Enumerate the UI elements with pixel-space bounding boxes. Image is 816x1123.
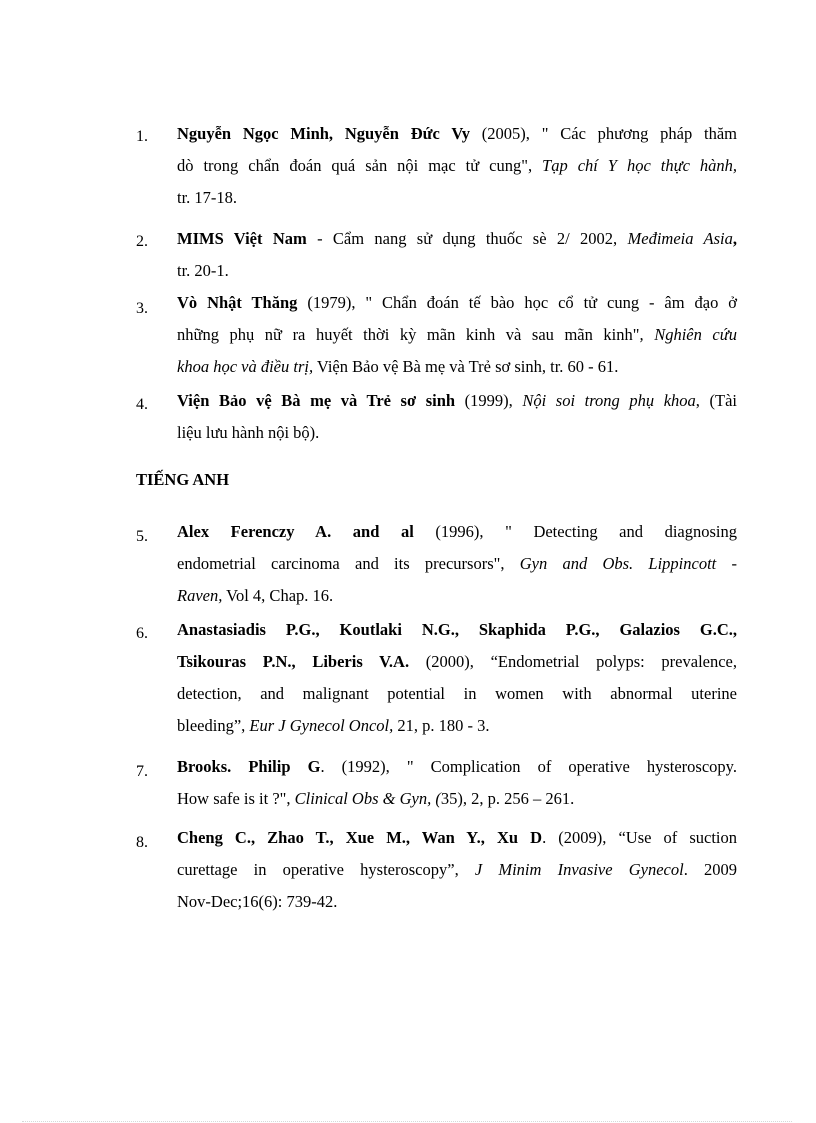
source-title-text: khoa học và điều trị, bbox=[177, 357, 314, 376]
reference-line bbox=[177, 417, 737, 449]
citation-text: (1999), bbox=[455, 391, 523, 410]
citation-text: Vol 4, Chap. 16. bbox=[222, 586, 334, 605]
citation-text: Viện Bảo vệ Bà mẹ và Trẻ sơ sinh, tr. 60 - 61. bbox=[313, 357, 619, 376]
reference-line bbox=[177, 223, 737, 255]
reference-line bbox=[177, 255, 737, 287]
citation-text: 35), 2, p. 256 – 261. bbox=[440, 789, 575, 808]
citation-text: những phụ nữ ra huyết thời kỳ mãn kinh và sau mãn kinh" bbox=[177, 325, 640, 344]
citation-text: (2000), “Endometrial polyps: prevalence, bbox=[409, 652, 737, 671]
reference-line bbox=[177, 182, 737, 214]
reference-text bbox=[177, 385, 737, 449]
reference-text bbox=[177, 223, 737, 287]
reference-line bbox=[177, 580, 737, 612]
reference-line bbox=[177, 678, 737, 710]
source-title-text: Međimeia Asia bbox=[627, 229, 733, 248]
author-text: MIMS Việt Nam bbox=[177, 229, 307, 248]
section-heading-english: TIẾNG ANH bbox=[136, 470, 230, 489]
citation-text: - Cẩm nang sử dụng thuốc sè 2/ 2002, bbox=[306, 229, 628, 248]
source-title-text: Raven, bbox=[177, 586, 223, 605]
reference-line bbox=[177, 751, 737, 783]
author-text: Nguyễn Ngọc Minh, Nguyễn Đức Vy bbox=[177, 124, 471, 143]
citation-text: endometrial carcinoma and its precursors", bbox=[177, 554, 520, 573]
citation-text: curettage in operative hysteroscopy”, bbox=[177, 860, 475, 879]
reference-line bbox=[177, 854, 737, 886]
author-text: Vò Nhật Thăng bbox=[177, 293, 298, 312]
citation-text: dò trong chẩn đoán quá sản nội mạc tử cung", bbox=[177, 156, 543, 175]
reference-line bbox=[177, 710, 737, 742]
reference-line bbox=[177, 385, 737, 417]
citation-text: liệu lưu hành nội bộ). bbox=[177, 423, 320, 442]
reference-line bbox=[177, 150, 737, 182]
citation-text: (1979), " Chẩn đoán tế bào học cổ tử cung - âm đạo ở bbox=[297, 293, 737, 312]
source-title-text: J Minim Invasive Gynecol bbox=[474, 860, 684, 879]
reference-number: 4. bbox=[136, 396, 148, 413]
citation-text: detection, and malignant potential in women with abnormal uterine bbox=[177, 684, 737, 703]
reference-number: 8. bbox=[136, 834, 148, 851]
source-title-text: Nội soi trong phụ khoa bbox=[522, 391, 696, 410]
author-text: Viện Bảo vệ Bà mẹ và Trẻ sơ sinh bbox=[177, 391, 456, 410]
source-title-text: Eur J Gynecol Oncol, bbox=[249, 716, 394, 735]
source-title-text: Clinical Obs & Gyn, ( bbox=[294, 789, 441, 808]
reference-line bbox=[177, 822, 737, 854]
reference-line bbox=[177, 646, 737, 678]
reference-number: 2. bbox=[136, 233, 148, 250]
author-text: Alex Ferenczy A. and al bbox=[177, 522, 414, 541]
author-text: Cheng C., Zhao T., Xue M., Wan Y., Xu D bbox=[177, 828, 543, 847]
reference-line bbox=[177, 548, 737, 580]
reference-number: 7. bbox=[136, 763, 148, 780]
citation-text: (2005), " Các phương pháp thăm bbox=[470, 124, 737, 143]
reference-text bbox=[177, 118, 737, 214]
author-text: , bbox=[732, 229, 737, 248]
citation-text: . 2009 bbox=[683, 860, 737, 879]
citation-text: , (Tài bbox=[695, 391, 737, 410]
citation-text: tr. 17-18. bbox=[177, 188, 238, 207]
source-title-text: Tạp chí Y học thực hành, bbox=[542, 156, 737, 175]
reference-number: 5. bbox=[136, 528, 148, 545]
citation-text: 21, p. 180 - 3. bbox=[393, 716, 490, 735]
citation-text: . (1992), " Complication of operative hysteroscopy. bbox=[320, 757, 737, 776]
reference-line bbox=[177, 118, 737, 150]
author-text: Tsikouras P.N., Liberis V.A. bbox=[177, 652, 410, 671]
reference-text bbox=[177, 822, 737, 918]
reference-line bbox=[177, 783, 737, 815]
reference-number: 1. bbox=[136, 128, 148, 145]
citation-text: Nov-Dec;16(6): 739-42. bbox=[177, 892, 338, 911]
reference-number: 6. bbox=[136, 625, 148, 642]
reference-line bbox=[177, 516, 737, 548]
source-title-text: , Nghiên cứu bbox=[639, 325, 737, 344]
reference-line bbox=[177, 614, 737, 646]
reference-line bbox=[177, 287, 737, 319]
reference-line bbox=[177, 351, 737, 383]
reference-text bbox=[177, 516, 737, 612]
source-title-text: Gyn and Obs. Lippincott - bbox=[519, 554, 737, 573]
reference-line bbox=[177, 886, 737, 918]
citation-text: (1996), " Detecting and diagnosing bbox=[413, 522, 737, 541]
page-bottom-rule bbox=[22, 1121, 792, 1122]
reference-number: 3. bbox=[136, 300, 148, 317]
citation-text: tr. 20-1. bbox=[177, 261, 229, 280]
author-text: Brooks. Philip G bbox=[177, 757, 321, 776]
citation-text: . (2009), “Use of suction bbox=[542, 828, 737, 847]
reference-text bbox=[177, 614, 737, 742]
reference-text bbox=[177, 287, 737, 383]
reference-text bbox=[177, 751, 737, 815]
author-text: Anastasiadis P.G., Koutlaki N.G., Skaphida P.G., Galazios G.C., bbox=[177, 620, 737, 639]
citation-text: bleeding”, bbox=[177, 716, 250, 735]
citation-text: How safe is it ?", bbox=[177, 789, 295, 808]
reference-line bbox=[177, 319, 737, 351]
